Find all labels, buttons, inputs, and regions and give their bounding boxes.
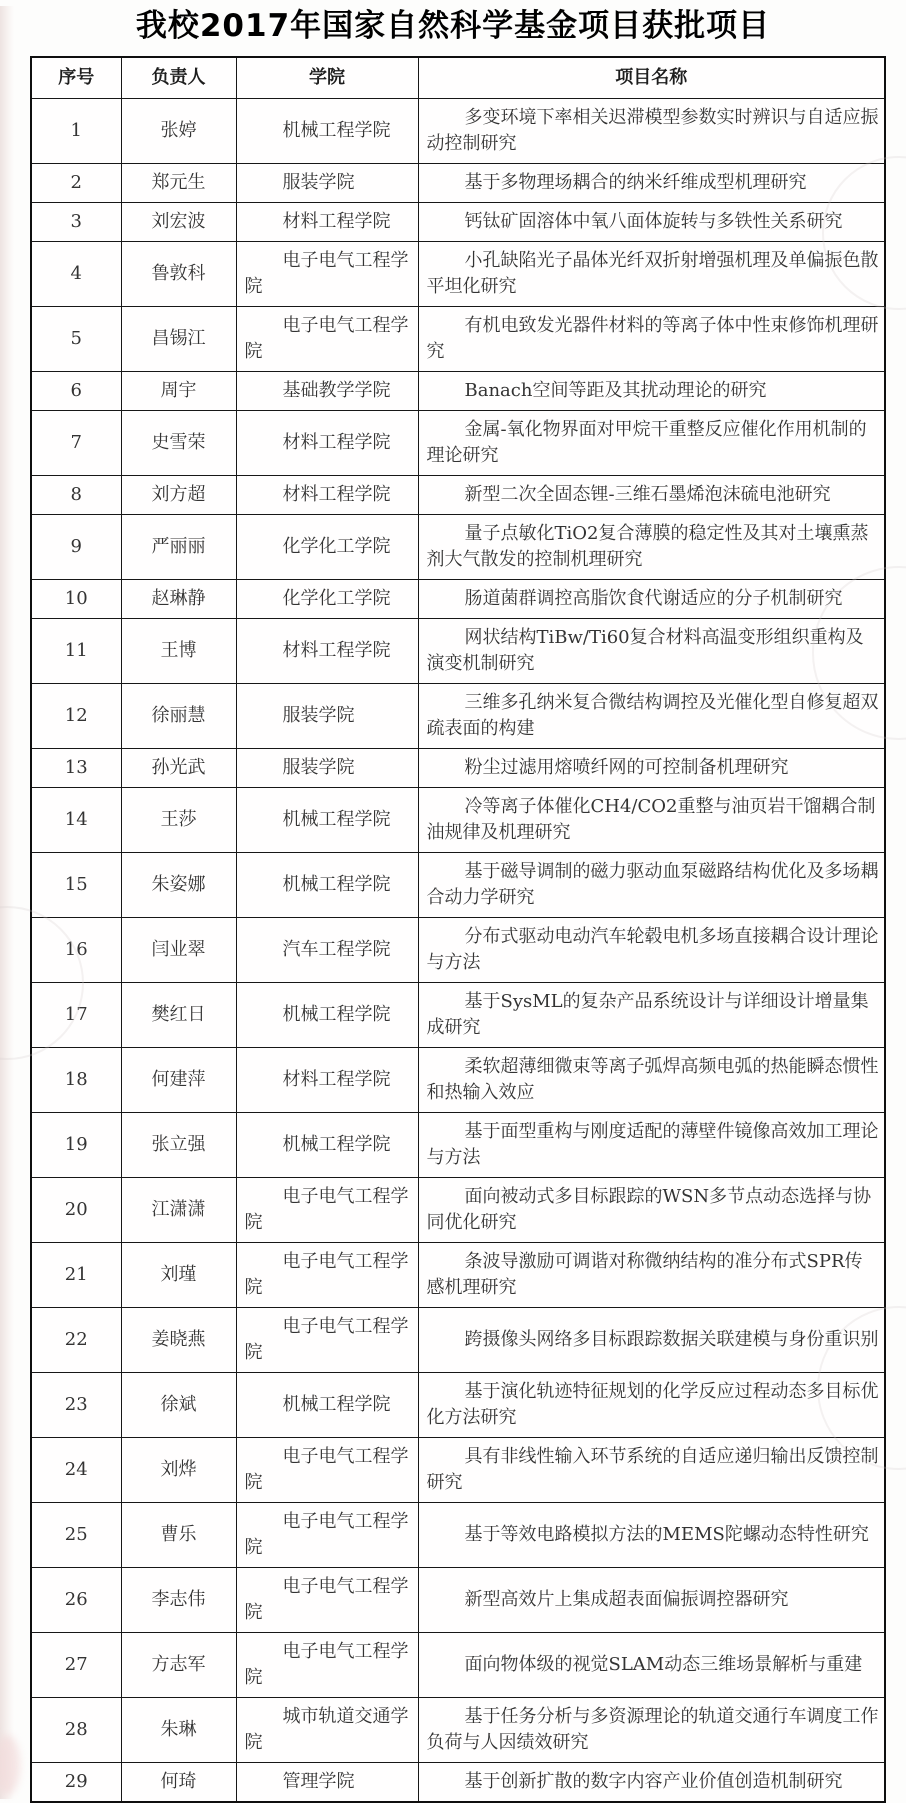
project-name-cell: 基于任务分析与多资源理论的轨道交通行车调度工作负荷与人因绩效研究 — [418, 1698, 885, 1763]
table-row — [31, 1178, 885, 1243]
page-edge-shading — [0, 6, 14, 1799]
college-cell: 化学化工学院 — [236, 580, 418, 619]
header-cell-leader: 负责人 — [121, 57, 236, 99]
table-row — [31, 164, 885, 203]
project-name-cell: 多变环境下率相关迟滞模型参数实时辨识与自适应振动控制研究 — [418, 99, 885, 164]
table-row — [31, 1698, 885, 1763]
row-index-cell: 29 — [31, 1763, 121, 1803]
row-index-cell: 16 — [31, 918, 121, 983]
project-name-cell: Banach空间等距及其扰动理论的研究 — [418, 372, 885, 411]
college-cell: 电子电气工程学院 — [236, 1438, 418, 1503]
college-cell: 化学化工学院 — [236, 515, 418, 580]
project-name-cell: 基于等效电路模拟方法的MEMS陀螺动态特性研究 — [418, 1503, 885, 1568]
project-name-cell: 有机电致发光器件材料的等离子体中性束修饰机理研究 — [418, 307, 885, 372]
table-row — [31, 1308, 885, 1373]
header-row — [31, 57, 885, 99]
row-index-cell: 18 — [31, 1048, 121, 1113]
row-index-cell: 11 — [31, 619, 121, 684]
row-index-cell: 8 — [31, 476, 121, 515]
header-cell-no: 序号 — [31, 57, 121, 99]
leader-name-cell: 朱琳 — [121, 1698, 236, 1763]
row-index-cell: 27 — [31, 1633, 121, 1698]
project-name-cell: 基于多物理场耦合的纳米纤维成型机理研究 — [418, 164, 885, 203]
table-row — [31, 1568, 885, 1633]
project-name-cell: 具有非线性输入环节系统的自适应递归输出反馈控制研究 — [418, 1438, 885, 1503]
row-index-cell: 28 — [31, 1698, 121, 1763]
leader-name-cell: 张婷 — [121, 99, 236, 164]
leader-name-cell: 李志伟 — [121, 1568, 236, 1633]
leader-name-cell: 周宇 — [121, 372, 236, 411]
college-cell: 电子电气工程学院 — [236, 1308, 418, 1373]
project-name-cell: 基于创新扩散的数字内容产业价值创造机制研究 — [418, 1763, 885, 1803]
college-cell: 汽车工程学院 — [236, 918, 418, 983]
project-name-cell: 面向被动式多目标跟踪的WSN多节点动态选择与协同优化研究 — [418, 1178, 885, 1243]
leader-name-cell: 曹乐 — [121, 1503, 236, 1568]
leader-name-cell: 王博 — [121, 619, 236, 684]
college-cell: 电子电气工程学院 — [236, 307, 418, 372]
college-cell: 基础教学学院 — [236, 372, 418, 411]
leader-name-cell: 孙光武 — [121, 749, 236, 788]
college-cell: 电子电气工程学院 — [236, 1503, 418, 1568]
leader-name-cell: 朱姿娜 — [121, 853, 236, 918]
project-name-cell: 面向物体级的视觉SLAM动态三维场景解析与重建 — [418, 1633, 885, 1698]
college-cell: 管理学院 — [236, 1763, 418, 1803]
table-row — [31, 1243, 885, 1308]
table-row — [31, 476, 885, 515]
table-row — [31, 203, 885, 242]
college-cell: 材料工程学院 — [236, 203, 418, 242]
table-body — [31, 99, 885, 1803]
project-name-cell: 网状结构TiBw/Ti60复合材料高温变形组织重构及演变机制研究 — [418, 619, 885, 684]
table-row — [31, 515, 885, 580]
project-name-cell: 基于SysML的复杂产品系统设计与详细设计增量集成研究 — [418, 983, 885, 1048]
row-index-cell: 25 — [31, 1503, 121, 1568]
college-cell: 材料工程学院 — [236, 411, 418, 476]
project-name-cell: 基于演化轨迹特征规划的化学反应过程动态多目标优化方法研究 — [418, 1373, 885, 1438]
row-index-cell: 3 — [31, 203, 121, 242]
project-name-cell: 量子点敏化TiO2复合薄膜的稳定性及其对土壤熏蒸剂大气散发的控制机理研究 — [418, 515, 885, 580]
table-row — [31, 1633, 885, 1698]
table-row — [31, 1503, 885, 1568]
row-index-cell: 7 — [31, 411, 121, 476]
row-index-cell: 9 — [31, 515, 121, 580]
project-name-cell: 钙钛矿固溶体中氧八面体旋转与多铁性关系研究 — [418, 203, 885, 242]
table-row — [31, 372, 885, 411]
college-cell: 材料工程学院 — [236, 619, 418, 684]
row-index-cell: 5 — [31, 307, 121, 372]
leader-name-cell: 赵琳静 — [121, 580, 236, 619]
college-cell: 机械工程学院 — [236, 983, 418, 1048]
row-index-cell: 19 — [31, 1113, 121, 1178]
project-name-cell: 分布式驱动电动汽车轮毂电机多场直接耦合设计理论与方法 — [418, 918, 885, 983]
college-cell: 电子电气工程学院 — [236, 1568, 418, 1633]
table-row — [31, 853, 885, 918]
leader-name-cell: 闫业翠 — [121, 918, 236, 983]
table-row — [31, 411, 885, 476]
table-row — [31, 242, 885, 307]
project-name-cell: 小孔缺陷光子晶体光纤双折射增强机理及单偏振色散平坦化研究 — [418, 242, 885, 307]
leader-name-cell: 何琦 — [121, 1763, 236, 1803]
table-row — [31, 788, 885, 853]
row-index-cell: 2 — [31, 164, 121, 203]
project-name-cell: 基于磁导调制的磁力驱动血泵磁路结构优化及多场耦合动力学研究 — [418, 853, 885, 918]
college-cell: 机械工程学院 — [236, 99, 418, 164]
leader-name-cell: 何建萍 — [121, 1048, 236, 1113]
college-cell: 机械工程学院 — [236, 788, 418, 853]
college-cell: 电子电气工程学院 — [236, 242, 418, 307]
leader-name-cell: 徐丽慧 — [121, 684, 236, 749]
table-row — [31, 1763, 885, 1803]
row-index-cell: 10 — [31, 580, 121, 619]
leader-name-cell: 姜晓燕 — [121, 1308, 236, 1373]
grant-project-table — [30, 56, 886, 1803]
leader-name-cell: 鲁敦科 — [121, 242, 236, 307]
header-cell-college: 学院 — [236, 57, 418, 99]
college-cell: 城市轨道交通学院 — [236, 1698, 418, 1763]
college-cell: 机械工程学院 — [236, 1373, 418, 1438]
row-index-cell: 6 — [31, 372, 121, 411]
table-row — [31, 684, 885, 749]
project-name-cell: 三维多孔纳米复合微结构调控及光催化型自修复超双疏表面的构建 — [418, 684, 885, 749]
project-name-cell: 金属-氧化物界面对甲烷干重整反应催化作用机制的理论研究 — [418, 411, 885, 476]
leader-name-cell: 樊红日 — [121, 983, 236, 1048]
row-index-cell: 12 — [31, 684, 121, 749]
project-name-cell: 跨摄像头网络多目标跟踪数据关联建模与身份重识别 — [418, 1308, 885, 1373]
college-cell: 电子电气工程学院 — [236, 1243, 418, 1308]
table-row — [31, 1373, 885, 1438]
project-name-cell: 新型高效片上集成超表面偏振调控器研究 — [418, 1568, 885, 1633]
leader-name-cell: 昌锡江 — [121, 307, 236, 372]
table-row — [31, 1438, 885, 1503]
page-edge-blob — [0, 1735, 20, 1795]
leader-name-cell: 江潇潇 — [121, 1178, 236, 1243]
leader-name-cell: 刘烨 — [121, 1438, 236, 1503]
college-cell: 电子电气工程学院 — [236, 1633, 418, 1698]
table-row — [31, 1113, 885, 1178]
college-cell: 材料工程学院 — [236, 476, 418, 515]
project-name-cell: 新型二次全固态锂-三维石墨烯泡沫硫电池研究 — [418, 476, 885, 515]
page-title: 我校2017年国家自然科学基金项目获批项目 — [135, 8, 771, 44]
row-index-cell: 20 — [31, 1178, 121, 1243]
college-cell: 服装学院 — [236, 164, 418, 203]
row-index-cell: 26 — [31, 1568, 121, 1633]
row-index-cell: 21 — [31, 1243, 121, 1308]
leader-name-cell: 史雪荣 — [121, 411, 236, 476]
row-index-cell: 23 — [31, 1373, 121, 1438]
row-index-cell: 22 — [31, 1308, 121, 1373]
table-row — [31, 619, 885, 684]
leader-name-cell: 郑元生 — [121, 164, 236, 203]
project-name-cell: 柔软超薄细微束等离子弧焊高频电弧的热能瞬态惯性和热输入效应 — [418, 1048, 885, 1113]
leader-name-cell: 刘方超 — [121, 476, 236, 515]
header-cell-project: 项目名称 — [418, 57, 885, 99]
row-index-cell: 17 — [31, 983, 121, 1048]
leader-name-cell: 王莎 — [121, 788, 236, 853]
table-row — [31, 307, 885, 372]
project-name-cell: 粉尘过滤用熔喷纤网的可控制备机理研究 — [418, 749, 885, 788]
leader-name-cell: 方志军 — [121, 1633, 236, 1698]
table-row — [31, 1048, 885, 1113]
leader-name-cell: 刘宏波 — [121, 203, 236, 242]
college-cell: 材料工程学院 — [236, 1048, 418, 1113]
project-name-cell: 肠道菌群调控高脂饮食代谢适应的分子机制研究 — [418, 580, 885, 619]
row-index-cell: 13 — [31, 749, 121, 788]
row-index-cell: 14 — [31, 788, 121, 853]
leader-name-cell: 严丽丽 — [121, 515, 236, 580]
row-index-cell: 24 — [31, 1438, 121, 1503]
table-row — [31, 580, 885, 619]
table-row — [31, 918, 885, 983]
table-row — [31, 749, 885, 788]
table-header — [31, 57, 885, 99]
project-name-cell: 冷等离子体催化CH4/CO2重整与油页岩干馏耦合制油规律及机理研究 — [418, 788, 885, 853]
table-row — [31, 983, 885, 1048]
table-row — [31, 99, 885, 164]
college-cell: 机械工程学院 — [236, 853, 418, 918]
project-name-cell: 基于面型重构与刚度适配的薄壁件镜像高效加工理论与方法 — [418, 1113, 885, 1178]
leader-name-cell: 刘瑾 — [121, 1243, 236, 1308]
row-index-cell: 4 — [31, 242, 121, 307]
row-index-cell: 15 — [31, 853, 121, 918]
project-name-cell: 条波导激励可调谐对称微纳结构的准分布式SPR传感机理研究 — [418, 1243, 885, 1308]
leader-name-cell: 张立强 — [121, 1113, 236, 1178]
college-cell: 服装学院 — [236, 684, 418, 749]
row-index-cell: 1 — [31, 99, 121, 164]
college-cell: 服装学院 — [236, 749, 418, 788]
college-cell: 机械工程学院 — [236, 1113, 418, 1178]
leader-name-cell: 徐斌 — [121, 1373, 236, 1438]
college-cell: 电子电气工程学院 — [236, 1178, 418, 1243]
